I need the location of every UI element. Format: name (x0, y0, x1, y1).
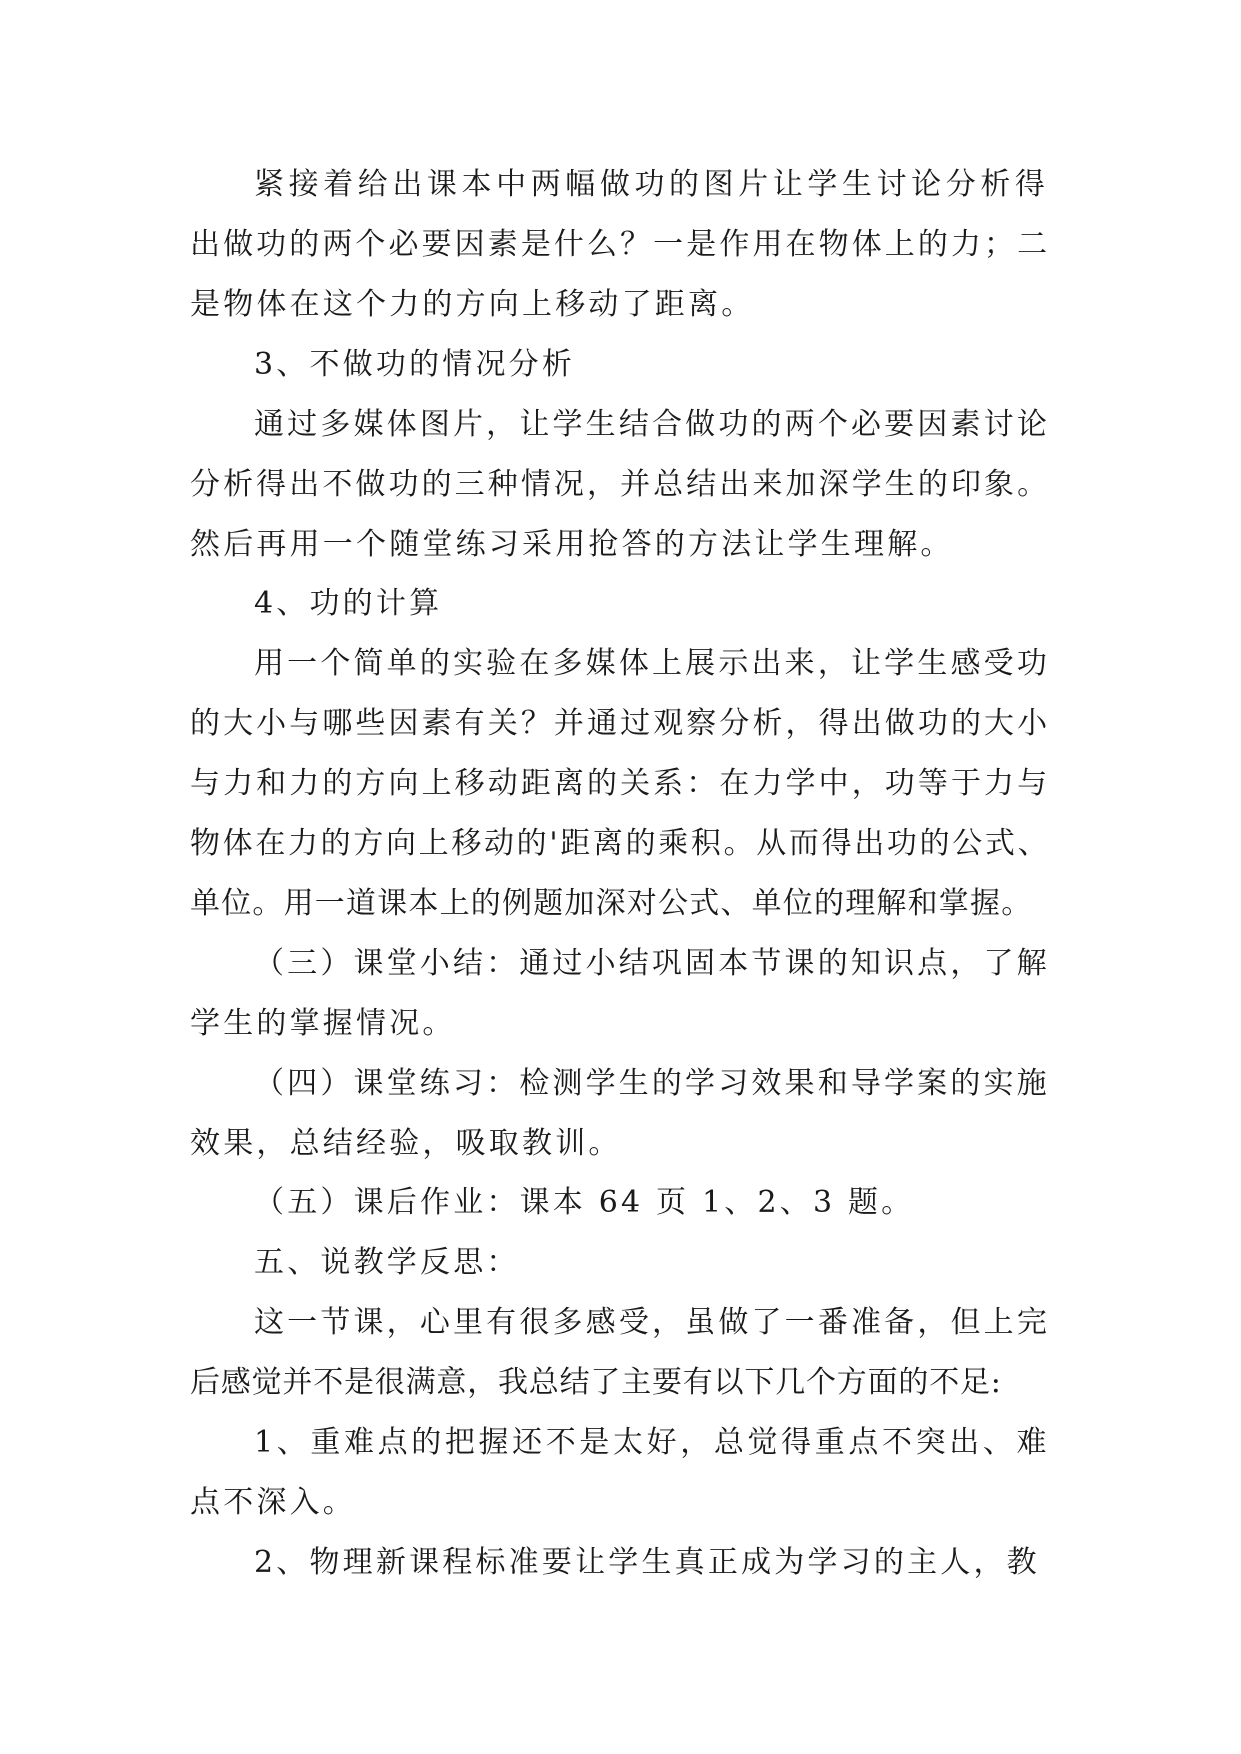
section-heading: 3、不做功的情况分析 (254, 347, 576, 382)
paragraph-line: 通过多媒体图片，让学生结合做功的两个必要因素讨论 (254, 407, 1050, 442)
paragraph-line: 的大小与哪些因素有关？并通过观察分析，得出做功的大小 (190, 706, 1051, 741)
paragraph-line: （四）课堂练习：检测学生的学习效果和导学案的实施 (254, 1066, 1050, 1101)
paragraph-line: 后感觉并不是很满意，我总结了主要有以下几个方面的不足: (190, 1365, 1002, 1400)
paragraph-line: 1、重难点的把握还不是太好，总觉得重点不突出、难 (254, 1425, 1051, 1460)
section-heading: 五、说教学反思： (254, 1245, 520, 1280)
paragraph-line: 与力和力的方向上移动距离的关系：在力学中，功等于力与 (190, 766, 1051, 801)
paragraph-line: 紧接着给出课本中两幅做功的图片让学生讨论分析得 (254, 167, 1050, 202)
paragraph-line: 然后再用一个随堂练习采用抢答的方法让学生理解。 (190, 527, 954, 562)
paragraph-line: 2、物理新课程标准要让学生真正成为学习的主人，教 (254, 1545, 1040, 1580)
section-heading: 4、功的计算 (254, 586, 443, 621)
paragraph-line: （三）课堂小结：通过小结巩固本节课的知识点，了解 (254, 946, 1050, 981)
paragraph-line: 分析得出不做功的三种情况，并总结出来加深学生的印象。 (190, 467, 1051, 502)
paragraph-line: （五）课后作业：课本 64 页 1、2、3 题。 (254, 1185, 915, 1220)
paragraph-line: 出做功的两个必要因素是什么？一是作用在物体上的力；二 (190, 227, 1051, 262)
paragraph-line: 用一个简单的实验在多媒体上展示出来，让学生感受功 (254, 646, 1050, 681)
paragraph-line: 单位。用一道课本上的例题加深对公式、单位的理解和掌握。 (190, 886, 1033, 921)
paragraph-line: 这一节课，心里有很多感受，虽做了一番准备，但上完 (254, 1305, 1050, 1340)
paragraph-line: 物体在力的方向上移动的'距离的乘积。从而得出功的公式、 (190, 826, 1051, 861)
paragraph-line: 学生的掌握情况。 (190, 1006, 456, 1041)
paragraph-line: 是物体在这个力的方向上移动了距离。 (190, 287, 755, 322)
paragraph-line: 效果，总结经验，吸取教训。 (190, 1126, 622, 1161)
paragraph-line: 点不深入。 (190, 1485, 356, 1520)
